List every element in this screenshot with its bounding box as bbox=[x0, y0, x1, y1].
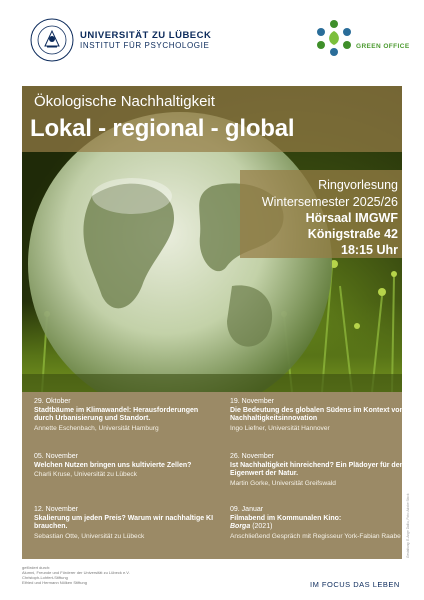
green-office-label: GREEN OFFICE bbox=[356, 43, 410, 50]
semester-label: Wintersemester 2025/26 bbox=[261, 195, 398, 209]
event-title-prefix: Filmabend im Kommunalen Kino: bbox=[230, 514, 342, 522]
time-label: 18:15 Uhr bbox=[341, 243, 398, 257]
university-seal-logo bbox=[30, 18, 74, 62]
series-label: Ringvorlesung bbox=[318, 178, 398, 192]
event-item bbox=[230, 398, 410, 433]
event-title: Stadtbäume im Klimawandel: Herausforderungen durch Urbanisierung und Standort. bbox=[34, 406, 199, 422]
event-title bbox=[230, 515, 410, 532]
institute-name: INSTITUT FÜR PSYCHOLOGIE bbox=[80, 41, 210, 50]
film-year: (2021) bbox=[252, 523, 273, 530]
photo-credit bbox=[404, 392, 414, 559]
event-item bbox=[34, 453, 214, 480]
address-label: Königstraße 42 bbox=[307, 227, 398, 241]
event-item bbox=[34, 398, 214, 433]
sponsor-2: Christoph-Lohfert-Stiftung bbox=[22, 575, 68, 580]
event-title: Welchen Nutzen bringen uns kultivierte Zellen? bbox=[34, 461, 192, 469]
event-date: 29. Oktober bbox=[34, 398, 71, 405]
photo-credit-text: Gestaltung: E-Ange Dalliu, Foto: Adobe Stock bbox=[406, 493, 410, 558]
slogan: IM FOCUS DAS LEBEN bbox=[310, 580, 400, 589]
sponsor-footer bbox=[22, 565, 130, 585]
event-speaker: Charli Kruse, Universität zu Lübeck bbox=[34, 471, 137, 478]
green-office-logo bbox=[314, 18, 354, 58]
event-item bbox=[230, 506, 410, 541]
event-item bbox=[230, 453, 410, 488]
event-speaker: Annette Eschenbach, Universität Hamburg bbox=[34, 424, 159, 432]
room-label: Hörsaal IMGWF bbox=[305, 211, 398, 225]
film-title: Borga bbox=[230, 523, 251, 530]
event-date: 12. November bbox=[34, 506, 78, 513]
event-speaker: Anschließend Gespräch mit Regisseur York-Fabian Raabe bbox=[230, 532, 401, 540]
event-speaker: Sebastian Otte, Universität zu Lübeck bbox=[34, 532, 145, 540]
event-subtitle: Ökologische Nachhaltigkeit bbox=[34, 93, 215, 110]
event-title: Lokal - regional - global bbox=[30, 115, 295, 142]
event-date: 26. November bbox=[230, 453, 274, 460]
university-name: UNIVERSITÄT ZU LÜBECK bbox=[80, 30, 212, 41]
event-speaker: Martin Gorke, Universität Greifswald bbox=[230, 479, 336, 487]
event-date: 19. November bbox=[230, 398, 274, 405]
event-date: 05. November bbox=[34, 453, 78, 460]
sponsor-intro: gefördert durch: bbox=[22, 565, 51, 570]
event-date: 09. Januar bbox=[230, 506, 264, 513]
event-speaker: Ingo Liefner, Universität Hannover bbox=[230, 424, 330, 432]
event-title: Ist Nachhaltigkeit hinreichend? Ein Plädoyer für den Eigenwert der Natur. bbox=[230, 461, 404, 477]
event-title: Die Bedeutung des globalen Südens im Kontext von Nachhaltigkeitsinnovation bbox=[230, 406, 404, 422]
sponsor-1: Alumni, Freunde und Förderer der Universität zu Lübeck e.V. bbox=[22, 570, 130, 575]
sponsor-3: Elfried und Hermann Nölken Stiftung bbox=[22, 580, 87, 585]
event-title: Skalierung um jeden Preis? Warum wir nachhaltige KI brauchen. bbox=[34, 514, 214, 530]
event-item bbox=[34, 506, 214, 541]
